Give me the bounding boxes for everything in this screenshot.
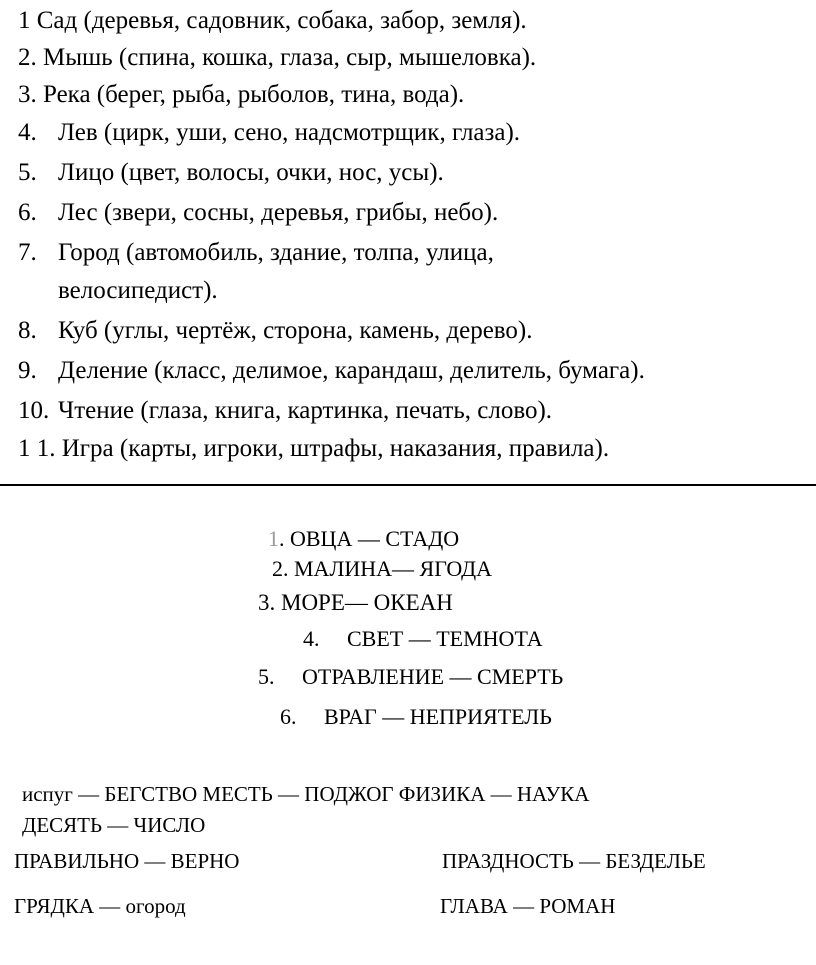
list2-item-number: 3.	[258, 590, 276, 615]
list1-item-number: 5.	[18, 159, 37, 186]
list2-item-number: 1	[268, 526, 279, 551]
list2-item-2	[272, 558, 492, 580]
list1-item-number: 4.	[18, 119, 37, 146]
list1-item-text: Город (автомобиль, здание, толпа, улица,	[58, 239, 494, 266]
list2-item-4	[303, 628, 543, 650]
list2-item-number: 4.	[303, 626, 320, 651]
list1-item-5	[18, 160, 444, 185]
list1-item-number: 7.	[18, 239, 37, 266]
section-divider	[0, 484, 816, 486]
list1-item-3	[18, 82, 464, 107]
list1-item-text: Лев (цирк, уши, сено, надсмотрщик, глаза).	[58, 119, 521, 146]
list2-item-text: ОТРАВЛЕНИЕ — СМЕРТЬ	[302, 664, 564, 689]
list2-item-dot: .	[279, 526, 285, 551]
list1-item-8	[18, 318, 533, 343]
list2-item-text: МАЛИНА— ЯГОДА	[294, 556, 493, 581]
list1-item-text: Сад (деревья, садовник, собака, забор, земля).	[36, 7, 527, 34]
list1-item-number: 1	[18, 7, 31, 34]
list2-item-text: ВРАГ — НЕПРИЯТЕЛЬ	[324, 704, 552, 729]
list2-item-text: ОВЦА — СТАДО	[290, 526, 460, 551]
list2-item-1	[268, 528, 459, 550]
list2-item-number: 2.	[272, 556, 289, 581]
list2-item-6	[280, 706, 552, 728]
list1-item-7-continuation: велосипедист).	[58, 277, 218, 304]
list1-item-9	[18, 358, 645, 383]
list2-item-text: СВЕТ — ТЕМНОТА	[347, 626, 543, 651]
list1-item-7	[18, 240, 494, 265]
list1-item-number: 8.	[18, 317, 37, 344]
list1-item-text: Деление (класс, делимое, карандаш, делитель, бумага).	[58, 357, 645, 384]
pairs-row1-right: ПРАЗДНОСТЬ — БЕЗДЕЛЬЕ	[442, 849, 706, 873]
list1-item-number: 10.	[18, 397, 50, 424]
pairs-line-1: испуг — БЕГСТВО МЕСТЬ — ПОДЖОГ ФИЗИКА — НАУКА	[22, 782, 590, 806]
list1-item-text: Чтение (глаза, книга, картинка, печать, слово).	[58, 397, 553, 424]
list1-item-6	[18, 200, 498, 225]
list1-item-number: 2.	[18, 44, 37, 71]
list1-item-1	[18, 8, 527, 33]
list1-item-number: 9.	[18, 357, 37, 384]
list1-item-text: Река (берег, рыба, рыболов, тина, вода).	[43, 81, 465, 108]
list1-item-number: 6.	[18, 199, 37, 226]
pairs-row2-right: ГЛАВА — РОМАН	[440, 894, 616, 918]
pairs-line-2: ДЕСЯТЬ — ЧИСЛО	[22, 813, 206, 837]
list1-item-4	[18, 120, 520, 145]
list1-item-text: Куб (углы, чертёж, сторона, камень, дерево).	[58, 317, 533, 344]
list1-item-11	[18, 436, 609, 461]
list1-item-text: Игра (карты, игроки, штрафы, наказания, правила).	[61, 435, 610, 462]
list2-item-3	[258, 591, 453, 614]
pairs-row1-left: ПРАВИЛЬНО — ВЕРНО	[14, 849, 240, 873]
list1-item-number: 3.	[18, 81, 37, 108]
list1-item-text: Мышь (спина, кошка, глаза, сыр, мышеловка).	[43, 44, 537, 71]
pairs-row2-left: ГРЯДКА — огород	[14, 894, 186, 918]
list2-item-text: МОРЕ— ОКЕАН	[281, 590, 453, 615]
list2-item-number: 6.	[280, 704, 297, 729]
list1-item-2	[18, 45, 536, 70]
list1-item-text: Лес (звери, сосны, деревья, грибы, небо).	[58, 199, 499, 226]
list1-item-number: 1 1.	[18, 435, 56, 462]
list2-item-5	[258, 666, 563, 688]
list1-item-text: Лицо (цвет, волосы, очки, нос, усы).	[58, 159, 444, 186]
list2-item-number: 5.	[258, 664, 275, 689]
list1-item-10	[18, 398, 552, 423]
